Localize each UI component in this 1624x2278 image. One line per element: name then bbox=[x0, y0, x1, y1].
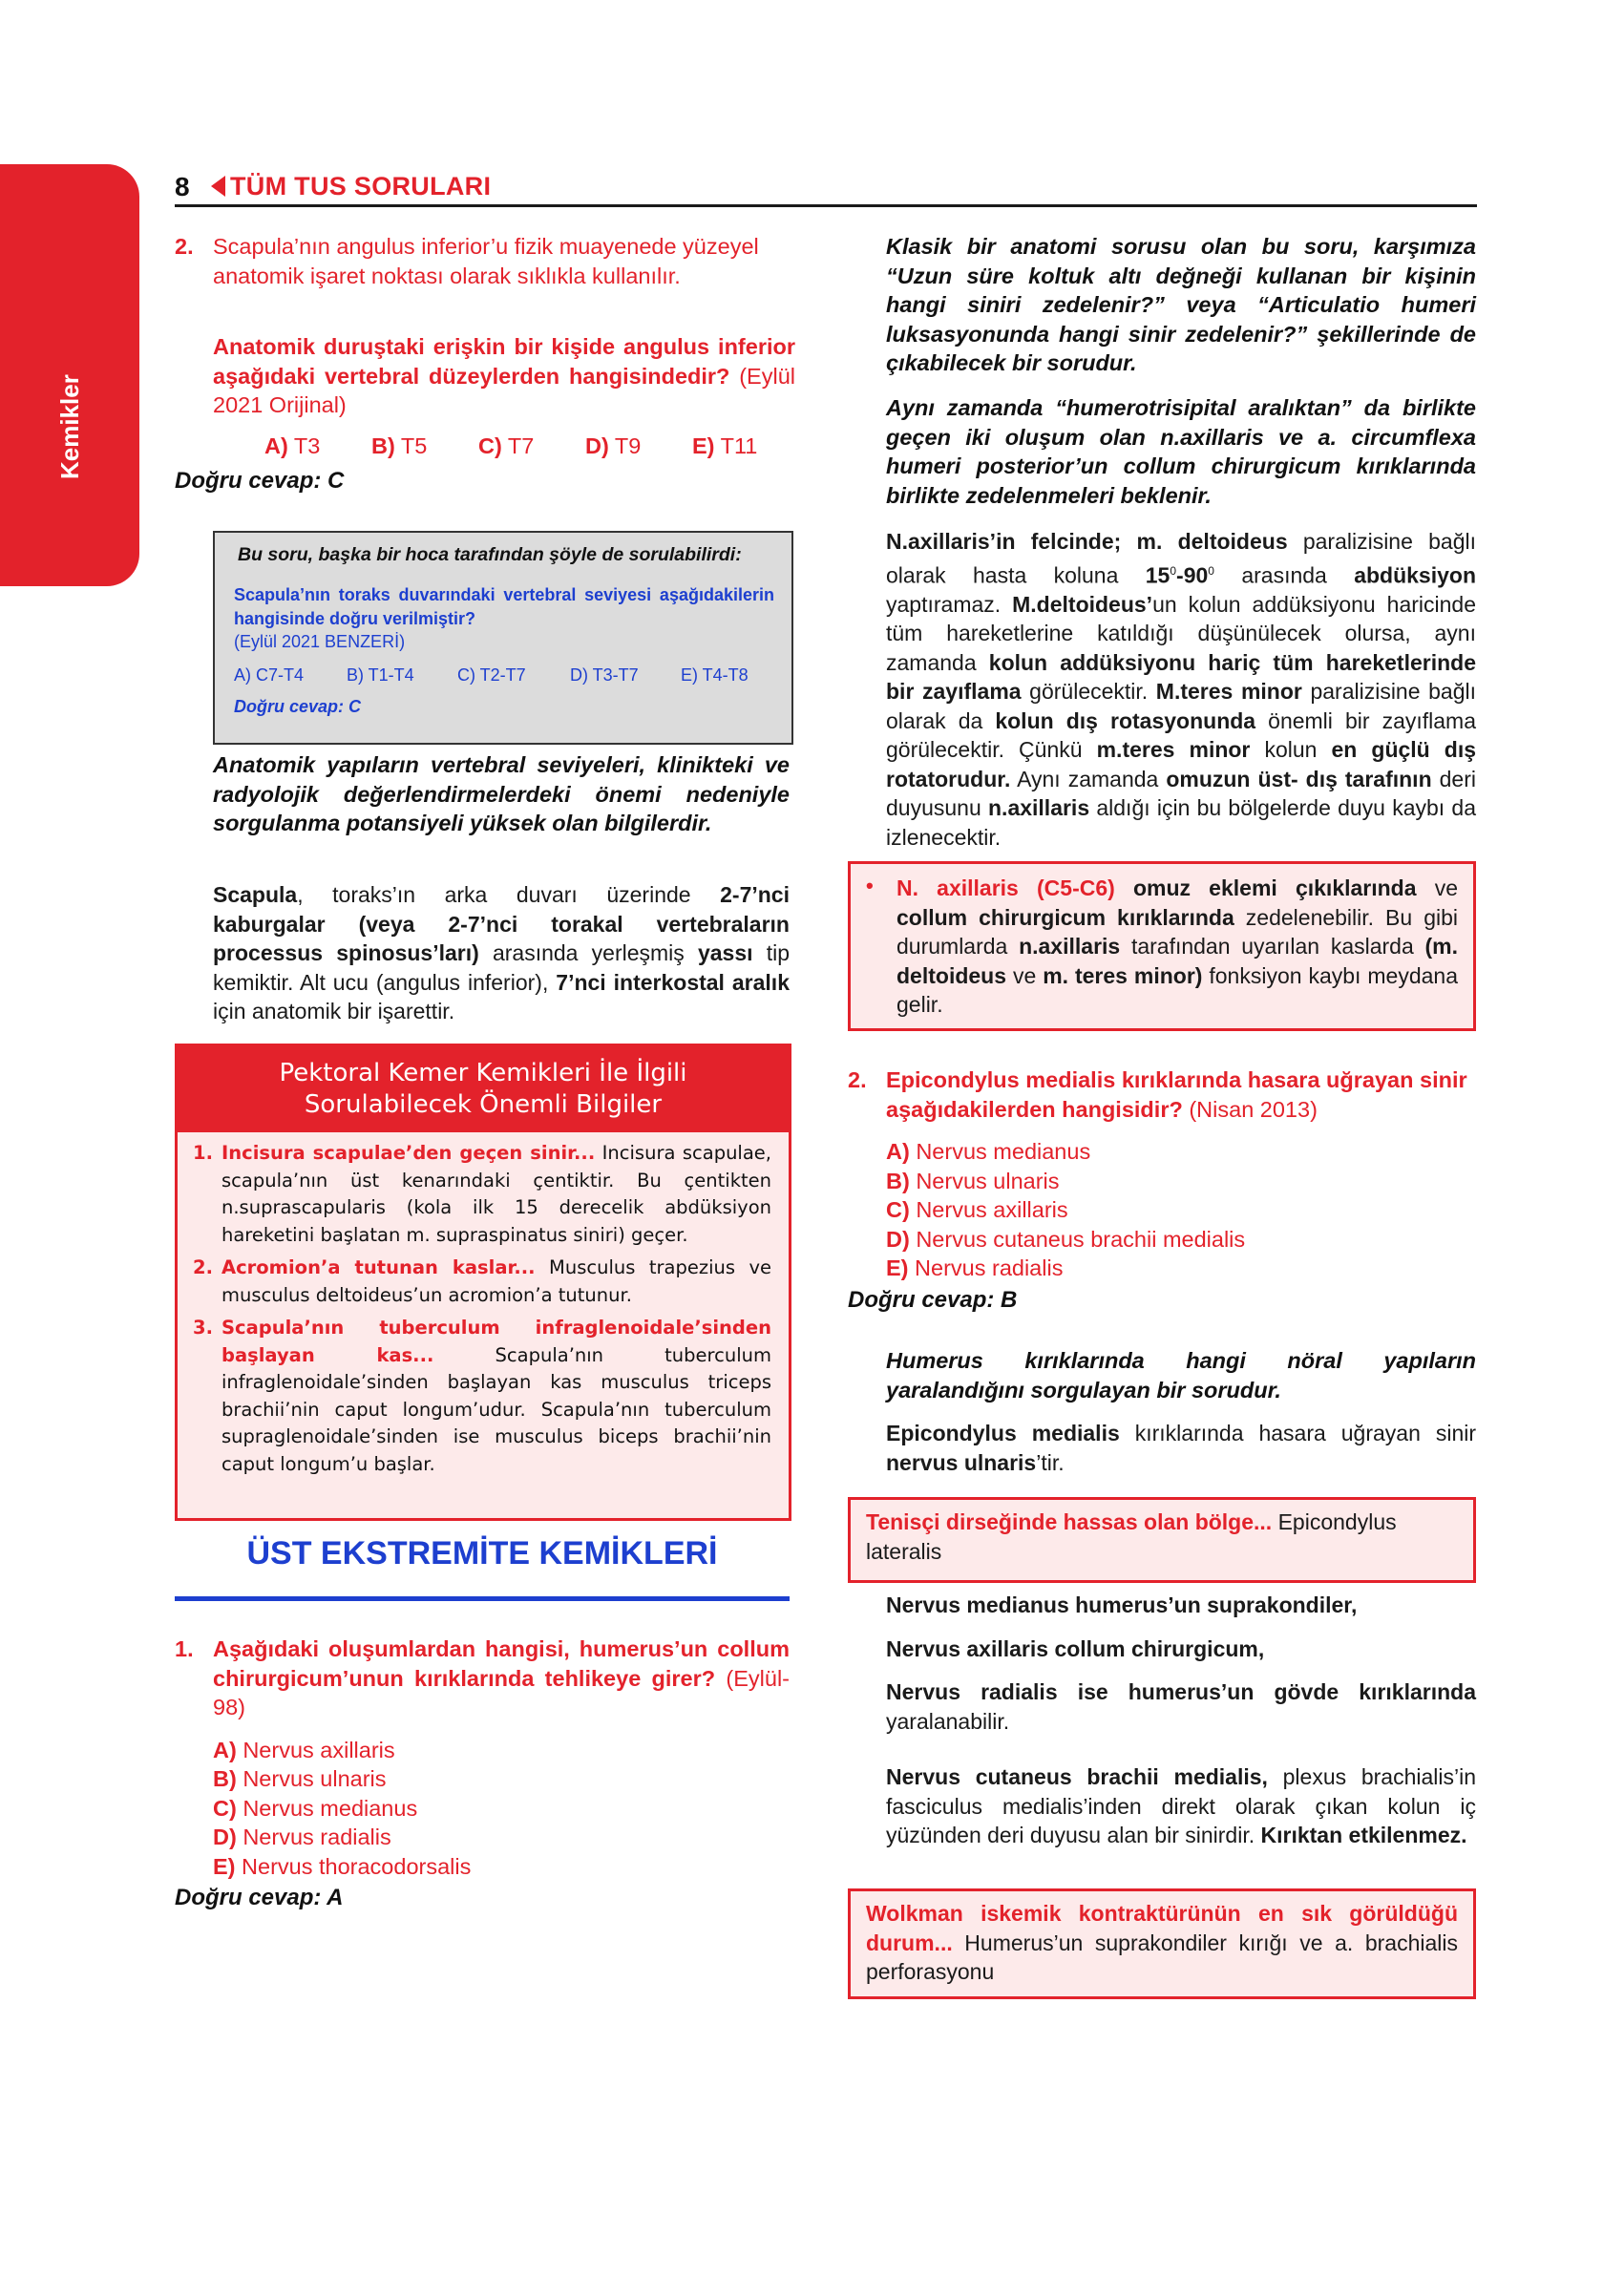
pectoral-girdle-info-box bbox=[175, 1044, 791, 1521]
side-tab-label: Kemikler bbox=[55, 374, 84, 479]
option-d: D) Nervus cutaneus brachii medialis bbox=[886, 1226, 1246, 1252]
volkmann-text: Wolkman iskemik kontraktürünün en sık görüldüğü durum... Humerus’un suprakondiler kırığı ve a. brachialis perforasyonu bbox=[866, 1901, 1458, 1984]
question-stem: Anatomik duruştaki erişkin bir kişide angulus inferior aşağıdaki vertebral düzeylerden hangisindedir? (Eylül 2021 Orijinal) bbox=[213, 334, 795, 417]
tennis-elbow-box bbox=[848, 1497, 1476, 1583]
arrow-left-icon bbox=[211, 176, 225, 197]
info-item: 2. Acromion’a tutunan kaslar... Musculus trapezius ve musculus deltoideus’un acromion’a tutunur. bbox=[193, 1256, 771, 1306]
option-e: E) Nervus radialis bbox=[886, 1255, 1064, 1280]
alt-intro: Bu soru, başka bir hoca tarafından şöyle de sorulabilirdi: bbox=[238, 544, 742, 565]
nerve-fracture-list bbox=[886, 1591, 1476, 1736]
comment-vertebral-levels: Anatomik yapıların vertebral seviyeleri, klinikteki ve radyolojik değerlendirmelerdeki önemi nedeniyle sorgulanma potansiyeli yüksek olan bilgilerdir. bbox=[213, 752, 790, 835]
option-c: C) Nervus medianus bbox=[213, 1795, 418, 1821]
option-c: C) T7 bbox=[478, 432, 535, 458]
volkmann-contracture-box bbox=[848, 1888, 1476, 1999]
correct-answer: Doğru cevap: A bbox=[175, 1885, 344, 1910]
info-box-title-line2: Sorulabilecek Önemli Bilgiler bbox=[304, 1090, 663, 1119]
axillaris-paragraph: N.axillaris’in felcinde; m. deltoideus paralizisine bağlı olarak hasta koluna $15^0-90^0$ arasında abdüksiyon yaptıramaz. M.deltoideus’un kolun addüksiyonu haricinde tüm hareketlerine katıldığı düşünülecek olursa, aynı zamanda kolun addüksiyonu hariç tüm hareketlerinde bir zayıflama görülecektir. M.teres minor paralizisine bağlı olarak da kolun dış rotasyonunda önemli bir zayıflama görülecektir. Çünkü m.teres minor kolun en güçlü dış rotatorudur. Aynı zamanda omuzun üst- dış tarafının deri duyusunu n.axillaris aldığı için bu bölgelerde duyu kaybı da izlenecektir. bbox=[886, 529, 1477, 850]
question-number: 2. bbox=[848, 1067, 867, 1092]
nerve-list-item: Nervus axillaris collum chirurgicum, bbox=[886, 1635, 1265, 1661]
alt-option: B) T1-T4 bbox=[347, 665, 414, 685]
option-a: A) Nervus medianus bbox=[886, 1139, 1091, 1164]
option-c: C) Nervus axillaris bbox=[886, 1197, 1068, 1222]
correct-answer: Doğru cevap: B bbox=[848, 1286, 1018, 1313]
alt-source: (Eylül 2021 BENZERİ) bbox=[234, 632, 406, 651]
options-list bbox=[886, 1137, 1476, 1283]
comment-humerus-fractures: Humerus kırıklarında hangi nöral yapıların yaralandığını sorgulayan bir sorudur. bbox=[886, 1348, 1476, 1403]
page-header bbox=[175, 170, 1477, 207]
scapula-paragraph: Scapula, toraks’ın arka duvarı üzerinde 2-7’nci kaburgalar (veya 2-7’nci torakal vertebraların processus spinosus’ları) arasında yerleşmiş yassı tip kemiktir. Alt ucu (angulus inferior), 7’nci interkostal aralık için anatomik bir işarettir. bbox=[213, 882, 790, 1023]
option-a: A) T3 bbox=[264, 432, 321, 458]
option-b: B) Nervus ulnaris bbox=[213, 1766, 387, 1791]
question-stem: Epicondylus medialis kırıklarında hasara uğrayan sinir aşağıdakilerden hangisidir? (Nisan 2013) bbox=[886, 1067, 1467, 1122]
bullet-icon: • bbox=[866, 874, 874, 897]
axillaris-injury-box bbox=[848, 861, 1476, 1031]
question-2-left bbox=[175, 232, 795, 495]
info-box-body bbox=[178, 1132, 789, 1478]
alt-question: Scapula’nın toraks duvarındaki vertebral seviyesi aşağıdakilerin hangisinde doğru verilmiştir? bbox=[234, 585, 774, 628]
nerve-list-item: Nervus radialis ise humerus’un gövde kırıklarında yaralanabilir. bbox=[886, 1679, 1476, 1734]
option-e: E) Nervus thoracodorsalis bbox=[213, 1853, 472, 1879]
nerve-list-item: Nervus medianus humerus’un suprakondiler, bbox=[886, 1592, 1358, 1617]
option-a: A) Nervus axillaris bbox=[213, 1737, 395, 1762]
info-item: 3. Scapula’nın tuberculum infraglenoidale’sinden başlayan kas... Scapula’nın tuberculum infraglenoidale’sinden başlayan kas musculus triceps brachii’nin caput longum’udur. Scapula’nın tuberculum supraglenoidale’sinden ise musculus biceps brachii’nin caput longum’u başlar. bbox=[193, 1317, 771, 1475]
info-box-header bbox=[178, 1046, 789, 1132]
question-number: 1. bbox=[175, 1636, 194, 1661]
side-tab bbox=[0, 164, 139, 586]
info-box-title-line1: Pektoral Kemer Kemikleri İle İlgili bbox=[279, 1059, 687, 1087]
info-item: 1. Incisura scapulae’den geçen sinir... Incisura scapulae, scapula’nın üst kenarındaki çentiktir. Bu çentikten n.suprascapularis (kola ilk 15 derecelik abdüksiyon hareketini başlatan m. supraspinatus siniri) geçer. bbox=[193, 1142, 771, 1246]
comment-classic-question: Klasik bir anatomi sorusu olan bu soru, karşımıza “Uzun süre koltuk altı değneği kullanan bir kişinin hangi siniri zedelenir?” veya “Articulatio humeri luksasyonunda hangi sinir zedelenir?” şekillerinde de çıkabilecek bir sorudur. bbox=[886, 234, 1476, 375]
alt-options bbox=[234, 665, 791, 686]
question-2-right bbox=[848, 1065, 1476, 1314]
section-title: ÜST EKSTREMİTE KEMİKLERİ bbox=[246, 1535, 718, 1571]
cutaneus-paragraph: Nervus cutaneus brachii medialis, plexus brachialis’in fasciculus medialis’inden direkt olarak çıkan kolun iç yüzünden deri duyusu alan bir sinirdir. Kırıktan etkilenmez. bbox=[886, 1764, 1476, 1847]
tennis-elbow-text: Tenisçi dirseğinde hassas olan bölge... Epicondylus lateralis bbox=[866, 1509, 1397, 1564]
epicondylus-paragraph: Epicondylus medialis kırıklarında hasara uğrayan sinir nervus ulnaris’tir. bbox=[886, 1421, 1477, 1475]
option-b: B) Nervus ulnaris bbox=[886, 1168, 1060, 1193]
question-number: 2. bbox=[175, 234, 194, 259]
alternative-question-box bbox=[213, 531, 793, 745]
question-stem-intro: Scapula’nın angulus inferior’u fizik muayenede yüzeyel anatomik işaret noktası olarak sıklıkla kullanılır. bbox=[213, 234, 759, 288]
options-row bbox=[264, 432, 795, 461]
axillaris-injury-text: N. axillaris (C5-C6) omuz eklemi çıkıklarında ve collum chirurgicum kırıklarında zedelenebilir. Bu gibi durumlarda n.axillaris tarafından uyarılan kaslarda (m. deltoideus ve m. teres minor) fonksiyon kaybı meydana gelir. bbox=[896, 875, 1458, 1017]
question-stem: Aşağıdaki oluşumlardan hangisi, humerus’un collum chirurgicum’unun kırıklarında tehlikeye girer? (Eylül-98) bbox=[213, 1636, 791, 1719]
option-d: D) T9 bbox=[585, 432, 642, 458]
option-b: B) T5 bbox=[371, 432, 428, 458]
options-list bbox=[213, 1736, 790, 1882]
alt-answer: Doğru cevap: C bbox=[234, 697, 362, 716]
correct-answer: Doğru cevap: C bbox=[175, 468, 345, 494]
book-title: TÜM TUS SORULARI bbox=[230, 172, 492, 200]
alt-option: E) T4-T8 bbox=[681, 665, 749, 685]
section-title-underline bbox=[175, 1596, 790, 1601]
option-e: E) T11 bbox=[692, 432, 758, 458]
alt-option: C) T2-T7 bbox=[457, 665, 526, 685]
option-d: D) Nervus radialis bbox=[213, 1825, 391, 1849]
question-1-left bbox=[175, 1635, 790, 1911]
page-number: 8 bbox=[175, 172, 190, 201]
alt-option: D) T3-T7 bbox=[570, 665, 639, 685]
alt-option: A) C7-T4 bbox=[234, 665, 305, 685]
comment-humerotricipital: Aynı zamanda “humerotrisipital aralıktan” da birlikte geçen iki oluşum olan n.axillaris ve a. circumflexa humeri posterior’un collum chirurgicum kırıklarında birlikte zedelenmeleri beklenir. bbox=[886, 395, 1476, 508]
